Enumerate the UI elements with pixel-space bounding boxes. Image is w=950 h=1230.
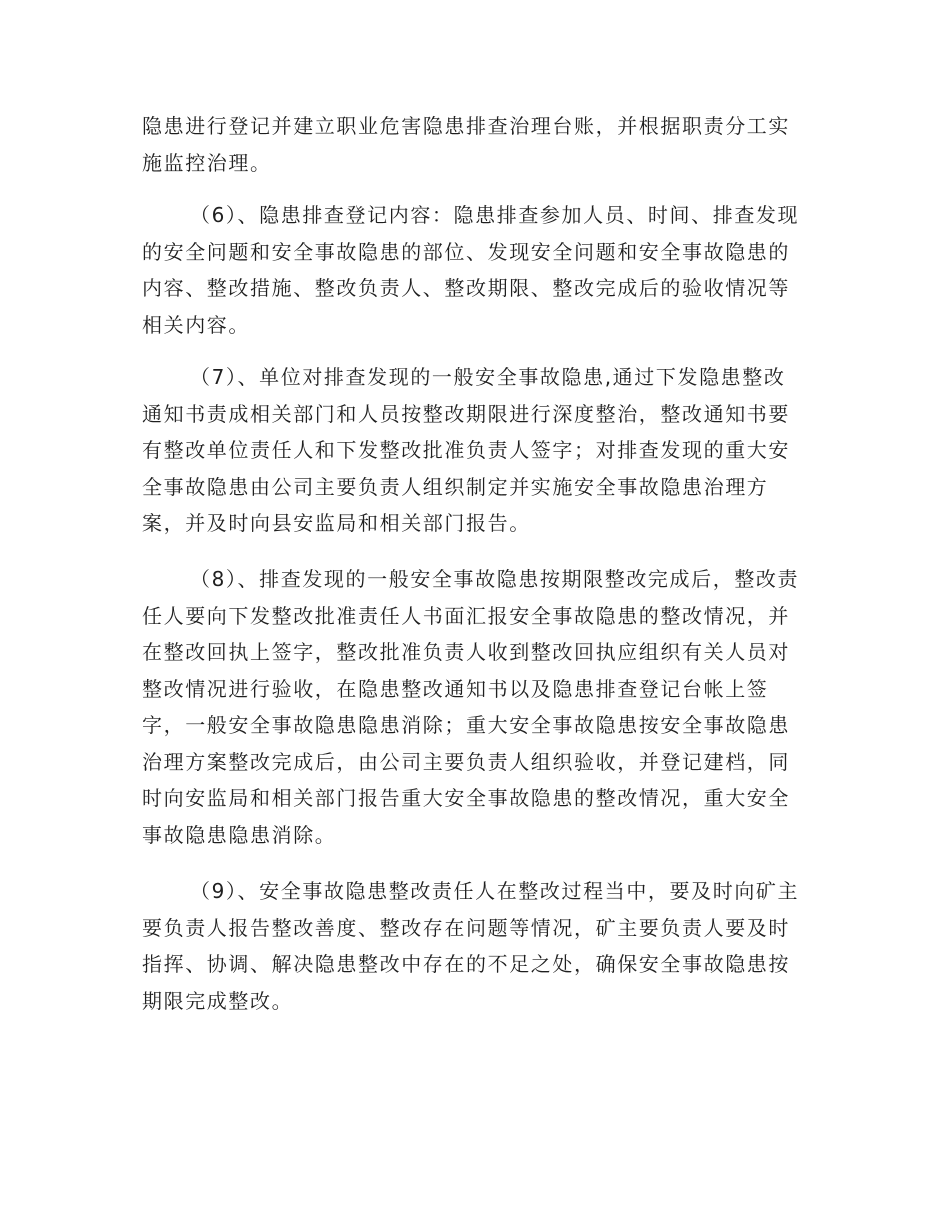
text-line: 在整改回执上签字，整改批准负责人收到整改回执应组织有关人员对 <box>142 640 790 664</box>
text-line: 有整改单位责任人和下发整改批准负责人签字；对排查发现的重大安 <box>142 438 790 462</box>
text-line: （7）、单位对排查发现的一般安全事故隐患,通过下发隐患整改 <box>190 365 786 389</box>
text-line: 期限完成整改。 <box>142 988 294 1013</box>
text-line: 的安全问题和安全事故隐患的部位、发现安全问题和安全事故隐患的 <box>142 239 790 264</box>
text-line: 案，并及时向县安监局和相关部门报告。 <box>142 511 531 535</box>
text-line: 整改情况进行验收，在隐患整改通知书以及隐患排查登记台帐上签 <box>142 676 769 701</box>
text-line: 相关内容。 <box>142 312 250 337</box>
paragraph-continuation <box>142 108 822 181</box>
text-line: （8）、排查发现的一般安全事故隐患按期限整改完成后，整改责 <box>190 567 800 591</box>
text-line: 字，一般安全事故隐患隐患消除；重大安全事故隐患按安全事故隐患 <box>142 713 790 737</box>
text-line: （9）、安全事故隐患整改责任人在整改过程当中，要及时向矿主 <box>190 879 800 903</box>
paragraph-item-6 <box>142 197 822 343</box>
text-line: 隐患进行登记并建立职业危害隐患排查治理台账，并根据职责分工实 <box>142 114 790 138</box>
text-line: 治理方案整改完成后，由公司主要负责人组织验收，并登记建档，同 <box>142 749 790 774</box>
text-line: 内容、整改措施、整改负责人、整改期限、整改完成后的验收情况等 <box>142 276 790 300</box>
text-line: 时向安监局和相关部门报告重大安全事故隐患的整改情况，重大安全 <box>142 786 790 810</box>
paragraph-item-7 <box>142 359 822 542</box>
text-line: 指挥、协调、解决隐患整改中存在的不足之处，确保安全事故隐患按 <box>142 952 790 976</box>
paragraph-item-8 <box>142 561 822 853</box>
text-line: 全事故隐患由公司主要负责人组织制定并实施安全事故隐患治理方 <box>142 474 769 499</box>
text-line: 任人要向下发整改批准责任人书面汇报安全事故隐患的整改情况，并 <box>142 603 790 628</box>
text-line: （6）、隐患排查登记内容：隐患排查参加人员、时间、排查发现 <box>190 203 800 227</box>
text-line: 事故隐患隐患消除。 <box>142 822 337 847</box>
paragraph-item-9 <box>142 873 822 1019</box>
text-line: 要负责人报告整改善度、整改存在问题等情况，矿主要负责人要及时 <box>142 915 790 940</box>
text-line: 施监控治理。 <box>142 150 272 175</box>
text-line: 通知书责成相关部门和人员按整改期限进行深度整治，整改通知书要 <box>142 401 790 426</box>
